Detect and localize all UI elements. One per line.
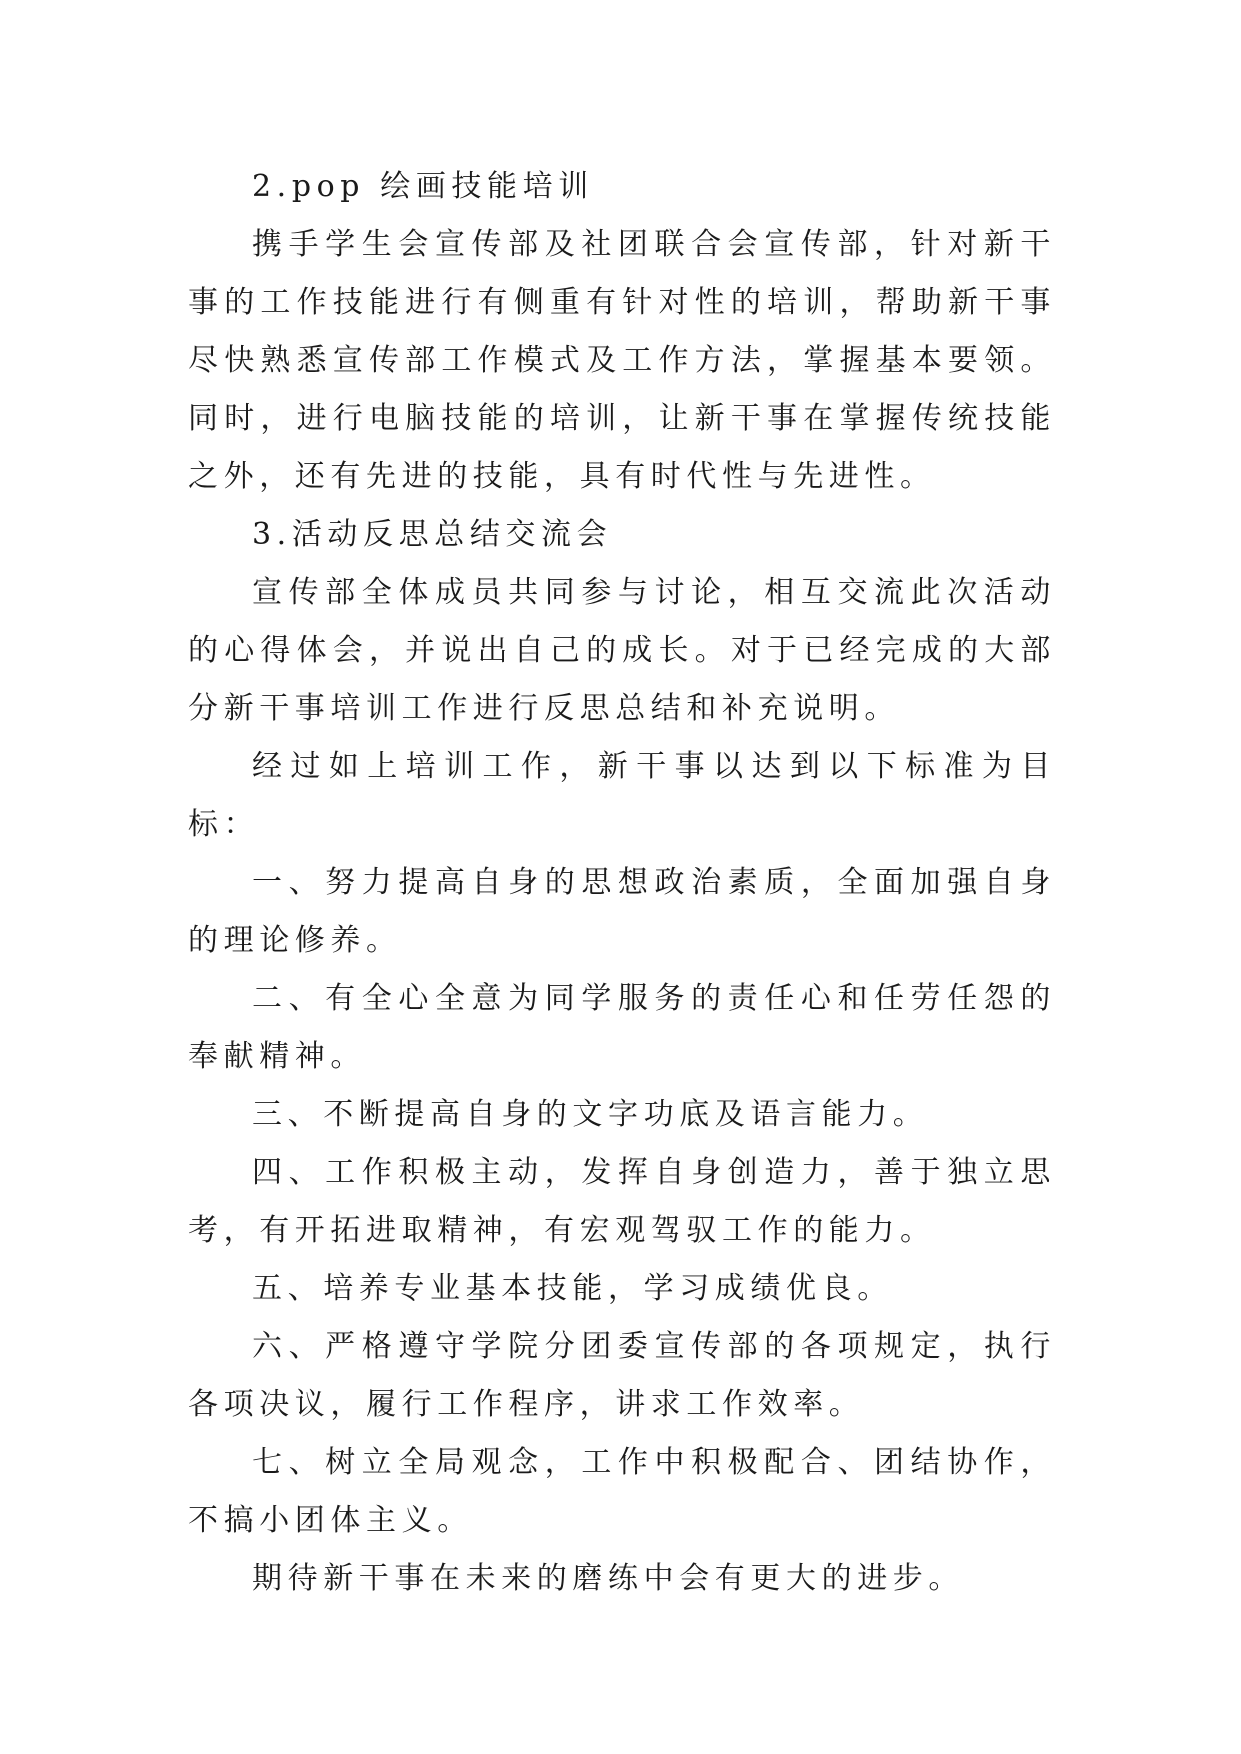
standard-item-2: 二、有全心全意为同学服务的责任心和任劳任怨的奉献精神。 (188, 981, 1056, 1074)
standard-item-3: 三、不断提高自身的文字功底及语言能力。 (252, 1097, 929, 1132)
paragraph-skill-training: 携手学生会宣传部及社团联合会宣传部，针对新干事的工作技能进行有侧重有针对性的培训，帮助新干事尽快熟悉宣传部工作模式及工作方法，掌握基本要领。同时，进行电脑技能的培训，让新干事在掌握传统技能之外，还有先进的技能，具有时代性与先进性。 (188, 227, 1056, 494)
document-body (188, 158, 1056, 1608)
closing-paragraph: 期待新干事在未来的磨练中会有更大的进步。 (252, 1561, 964, 1596)
standard-item-4: 四、工作积极主动，发挥自身创造力，善于独立思考，有开拓进取精神，有宏观驾驭工作的能力。 (188, 1155, 1056, 1248)
section-heading-reflection-meeting: 3.活动反思总结交流会 (252, 517, 613, 552)
standard-item-6: 六、严格遵守学院分团委宣传部的各项规定，执行各项决议，履行工作程序，讲求工作效率。 (188, 1329, 1056, 1422)
paragraph-standards-intro: 经过如上培训工作，新干事以达到以下标准为目标： (188, 749, 1056, 842)
section-heading-pop-training: 2.pop 绘画技能培训 (252, 169, 594, 204)
standard-item-1: 一、努力提高自身的思想政治素质，全面加强自身的理论修养。 (188, 865, 1056, 958)
paragraph-reflection: 宣传部全体成员共同参与讨论，相互交流此次活动的心得体会，并说出自己的成长。对于已经完成的大部分新干事培训工作进行反思总结和补充说明。 (188, 575, 1056, 726)
standard-item-5: 五、培养专业基本技能，学习成绩优良。 (252, 1271, 893, 1306)
standard-item-7: 七、树立全局观念，工作中积极配合、团结协作，不搞小团体主义。 (188, 1445, 1056, 1538)
